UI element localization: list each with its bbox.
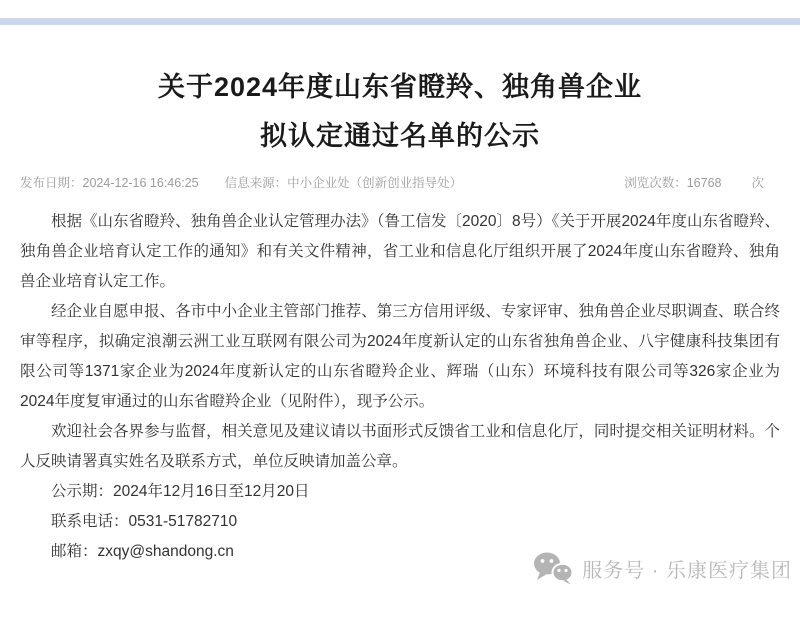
page-title-line2: 拟认定通过名单的公示 <box>260 121 540 151</box>
wechat-account-label: 服务号 · 乐康医疗集团 <box>582 559 792 582</box>
page-title-line1: 关于2024年度山东省瞪羚、独角兽企业 <box>157 72 643 102</box>
notice-period-line: 公示期：2024年12月16日至12月20日 <box>51 483 310 500</box>
article-meta-right <box>624 173 780 191</box>
wechat-account-watermark <box>533 551 792 585</box>
wechat-icon <box>533 551 573 585</box>
article-body <box>20 207 780 567</box>
article-meta-bar <box>20 173 780 191</box>
view-count-value: 16768 <box>686 176 722 190</box>
info-source <box>225 173 463 191</box>
info-source-value: 中小企业处（创新创业指导处） <box>287 176 463 190</box>
publish-date-value: 2024-12-16 16:46:25 <box>82 176 199 190</box>
article-meta-left <box>20 173 462 191</box>
body-paragraph: 经企业自愿申报、各市中小企业主管部门推荐、第三方信用评级、专家评审、独角兽企业尽职调查、联合终审等程序，拟确定浪潮云洲工业互联网有限公司为2024年度新认定的山东省独角兽企业、八宇健康科技集团有限公司等1371家企业为2024年度新认定的山东省瞪羚企业、辉瑞（山东）环境科技有限公司等326家企业为2024年度复审通过的山东省瞪羚企业（见附件），现予公示。 <box>20 303 780 410</box>
body-paragraph: 欢迎社会各界参与监督，相关意见及建议请以书面形式反馈省工业和信息化厅，同时提交相关证明材料。个人反映请署真实姓名及联系方式，单位反映请加盖公章。 <box>20 423 780 470</box>
view-count-label: 浏览次数： <box>624 176 687 190</box>
page-title <box>40 63 760 161</box>
contact-phone-line: 联系电话：0531-51782710 <box>51 513 238 530</box>
view-count-unit: 次 <box>751 176 764 190</box>
body-paragraph: 根据《山东省瞪羚、独角兽企业认定管理办法》（鲁工信发〔2020〕8号）《关于开展2024年度山东省瞪羚、独角兽企业培育认定工作的通知》和有关文件精神，省工业和信息化厅组织开展了2024年度山东省瞪羚、独角兽企业培育认定工作。 <box>20 213 780 290</box>
page-top-accent-bar <box>0 18 800 25</box>
publish-date <box>20 173 199 191</box>
info-source-label: 信息来源： <box>224 176 288 190</box>
publish-date-label: 发布日期： <box>20 176 83 190</box>
view-count <box>624 173 721 191</box>
contact-email-line: 邮箱：zxqy@shandong.cn <box>51 543 234 560</box>
